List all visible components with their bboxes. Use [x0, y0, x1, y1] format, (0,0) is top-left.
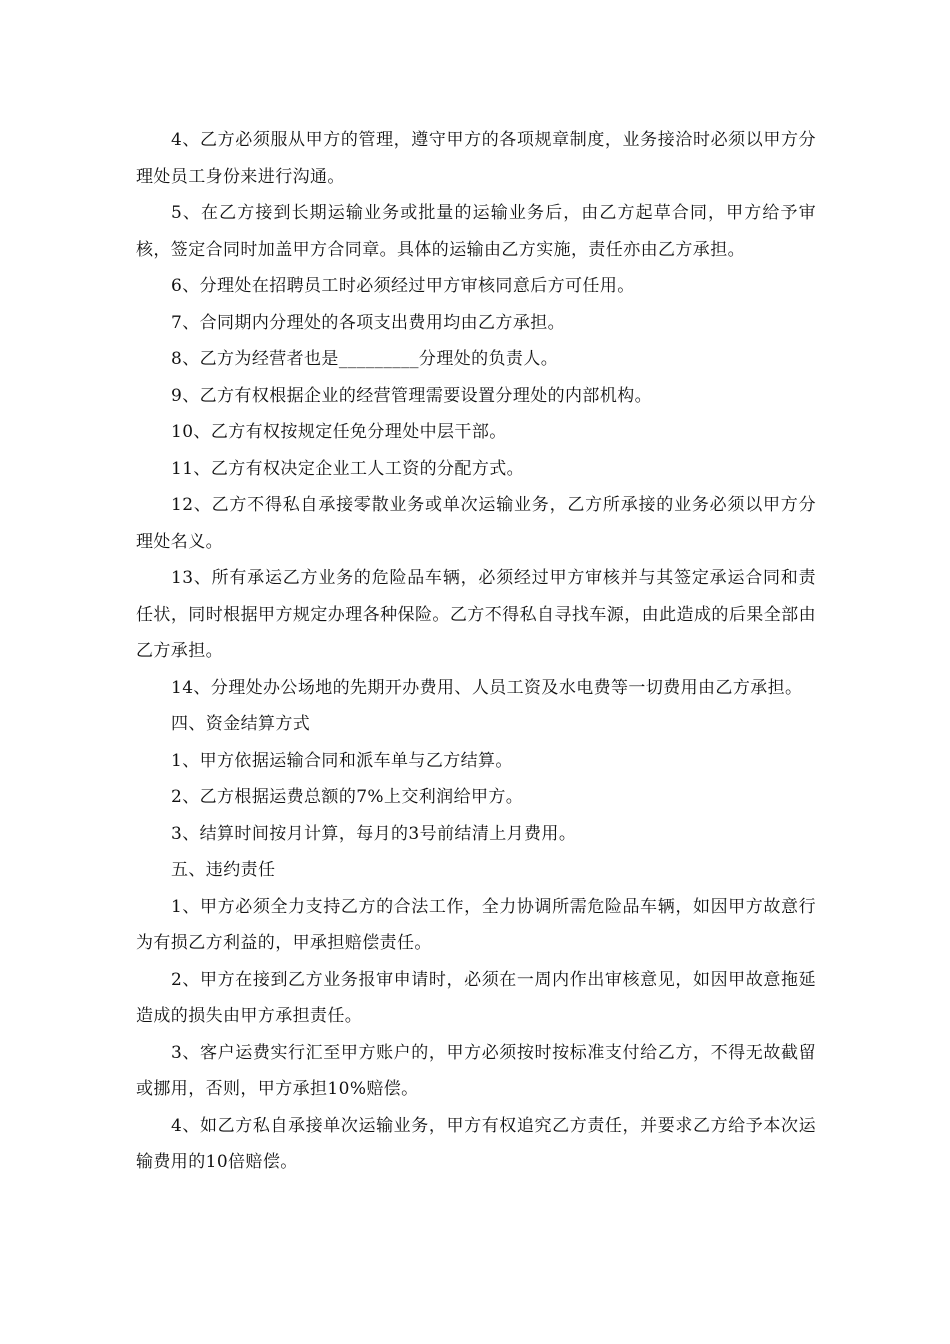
- paragraph-clause-14: 14、分理处办公场地的先期开办费用、人员工资及水电费等一切费用由乙方承担。: [171, 677, 803, 698]
- paragraph-liability-3: 3、客户运费实行汇至甲方账户的，甲方必须按时按标准支付给乙方，不得无故截留或挪用，否则，甲方承担10%赔偿。: [136, 1042, 816, 1099]
- paragraph-clause-10: 10、乙方有权按规定任免分理处中层干部。: [171, 422, 507, 442]
- paragraph-clause-4: 4、乙方必须服从甲方的管理，遵守甲方的各项规章制度，业务接洽时必须以甲方分理处员工身份来进行沟通。: [136, 130, 816, 187]
- paragraph-settlement-1: 1、甲方依据运输合同和派车单与乙方结算。: [171, 750, 513, 771]
- document-body: [136, 122, 816, 1181]
- paragraph-settlement-3: 3、结算时间按月计算，每月的3号前结清上月费用。: [171, 823, 577, 844]
- section-heading-liability: 五、违约责任: [171, 860, 276, 880]
- paragraph-liability-2: 2、甲方在接到乙方业务报审申请时，必须在一周内作出审核意见，如因甲故意拖延造成的损失由甲方承担责任。: [136, 969, 816, 1026]
- paragraph-clause-13: 13、所有承运乙方业务的危险品车辆，必须经过甲方审核并与其签定承运合同和责任状，同时根据甲方规定办理各种保险。乙方不得私自寻找车源，由此造成的后果全部由乙方承担。: [136, 568, 816, 661]
- section-heading-settlement: 四、资金结算方式: [171, 714, 311, 734]
- paragraph-clause-7: 7、合同期内分理处的各项支出费用均由乙方承担。: [171, 312, 566, 333]
- paragraph-liability-4: 4、如乙方私自承接单次运输业务，甲方有权追究乙方责任，并要求乙方给予本次运输费用的10倍赔偿。: [136, 1115, 816, 1172]
- paragraph-liability-1: 1、甲方必须全力支持乙方的合法工作，全力协调所需危险品车辆，如因甲方故意行为有损乙方利益的，甲承担赔偿责任。: [136, 896, 816, 953]
- paragraph-settlement-2: 2、乙方根据运费总额的7%上交利润给甲方。: [171, 787, 524, 807]
- paragraph-clause-12: 12、乙方不得私自承接零散业务或单次运输业务，乙方所承接的业务必须以甲方分理处名义。: [136, 495, 816, 552]
- paragraph-clause-6: 6、分理处在招聘员工时必须经过甲方审核同意后方可任用。: [171, 276, 635, 296]
- paragraph-clause-5: 5、在乙方接到长期运输业务或批量的运输业务后，由乙方起草合同，甲方给予审核，签定合同时加盖甲方合同章。具体的运输由乙方实施，责任亦由乙方承担。: [136, 203, 816, 260]
- paragraph-clause-11: 11、乙方有权决定企业工人工资的分配方式。: [171, 458, 525, 479]
- paragraph-clause-9: 9、乙方有权根据企业的经营管理需要设置分理处的内部机构。: [171, 385, 653, 406]
- paragraph-clause-8: 8、乙方为经营者也是_________分理处的负责人。: [171, 349, 559, 369]
